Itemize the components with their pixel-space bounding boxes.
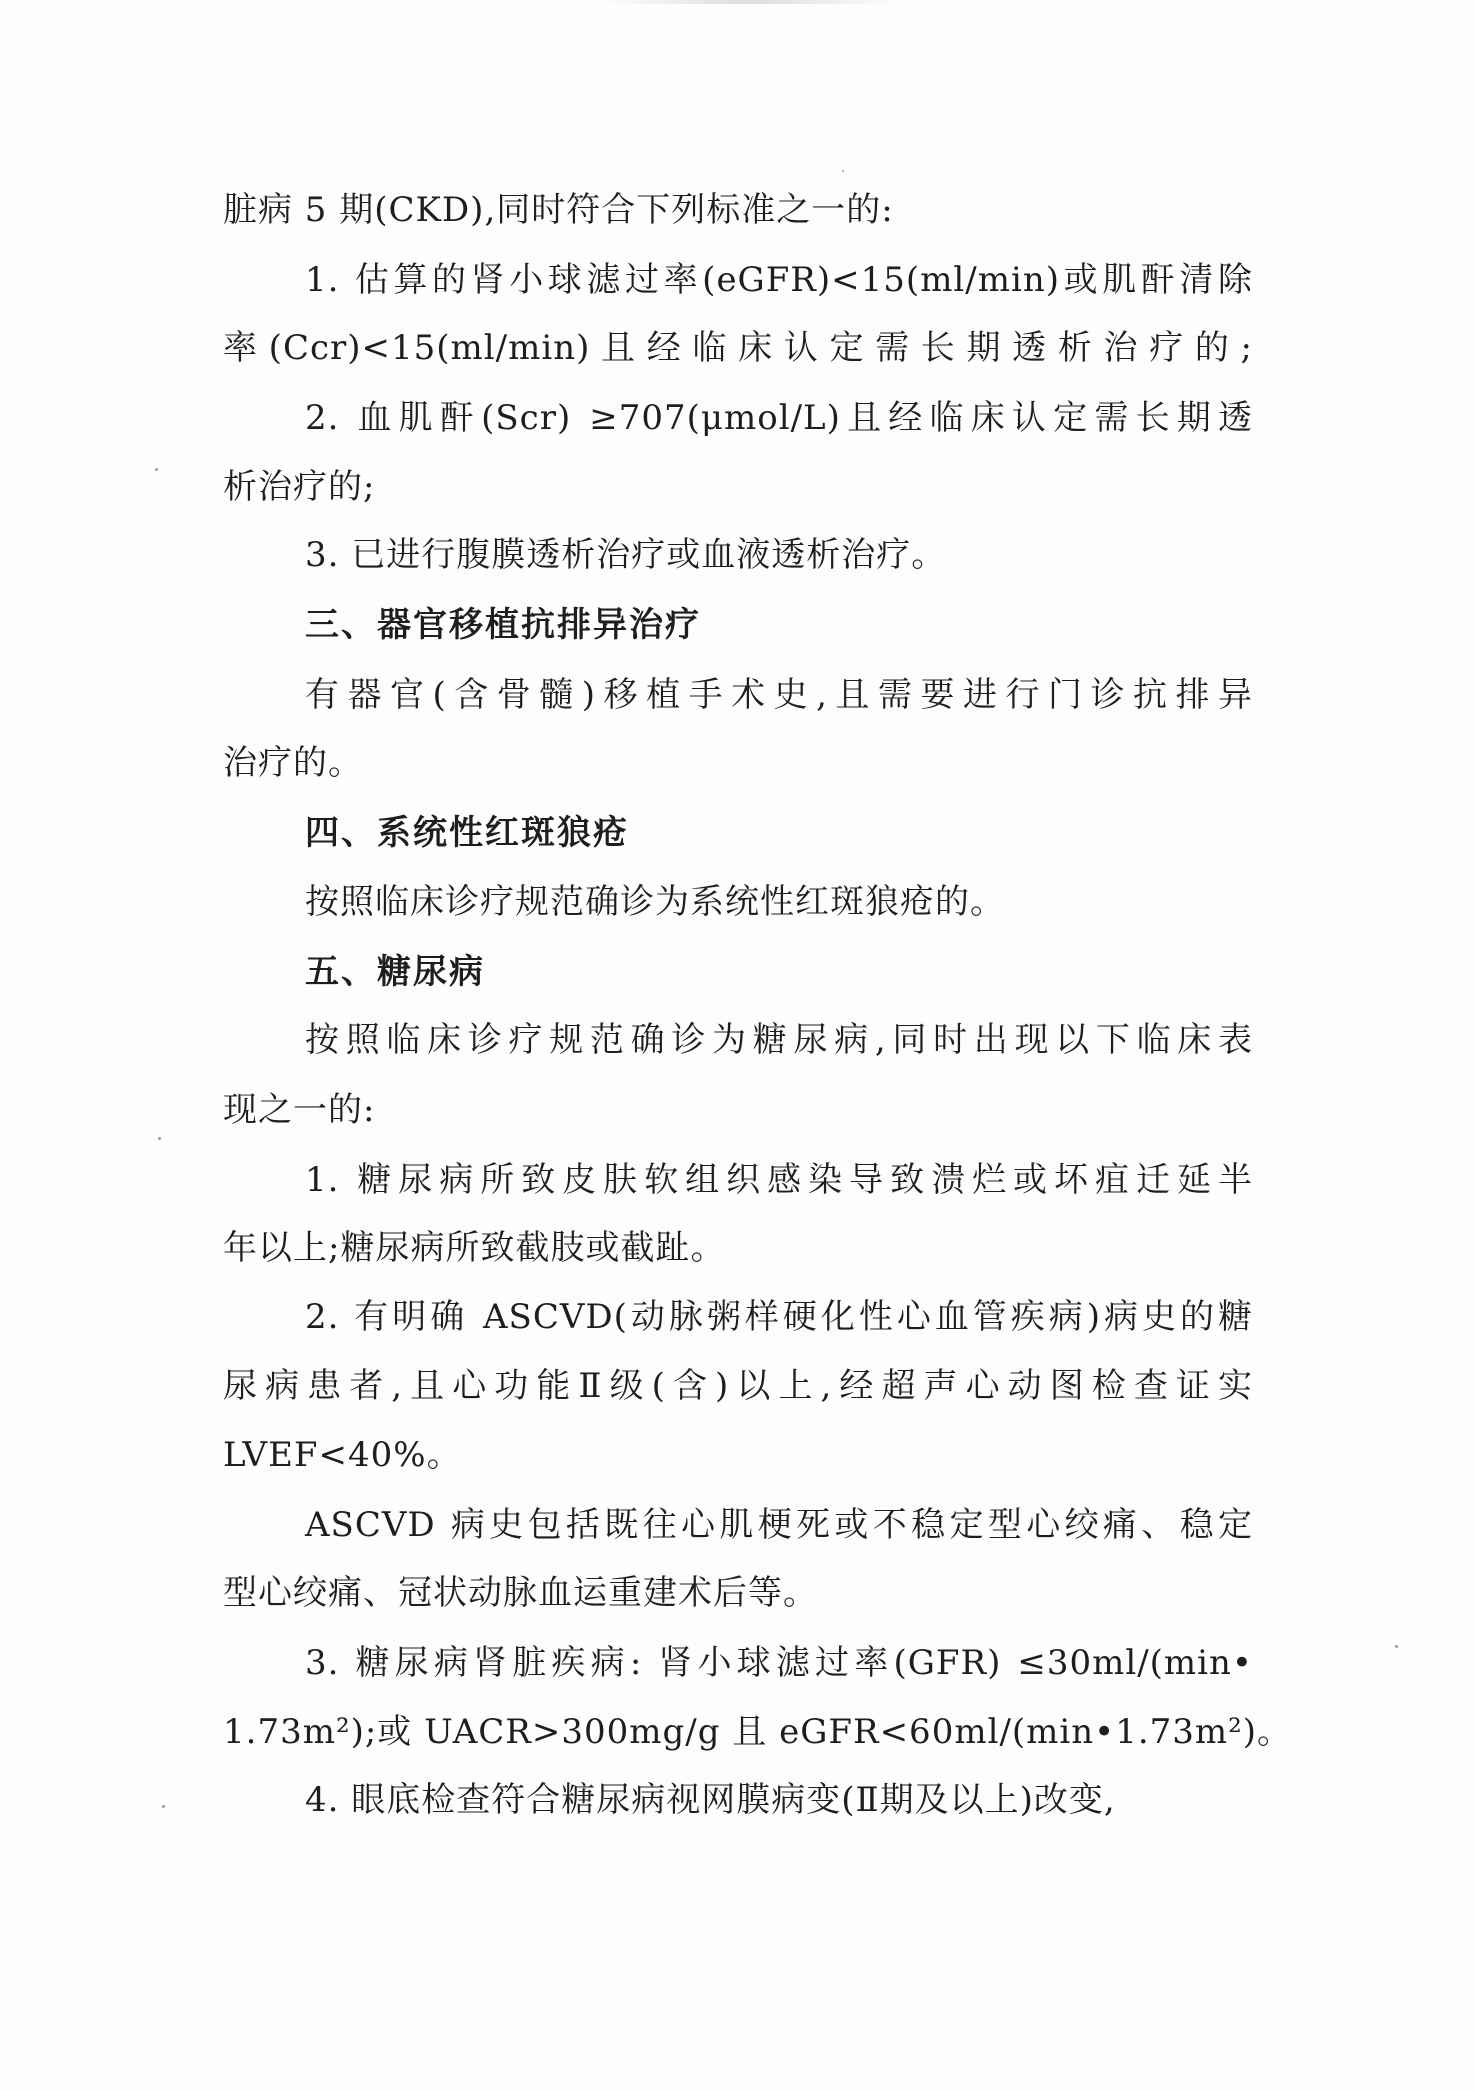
text-line: 治疗的。 (223, 743, 363, 783)
text-line: 按照临床诊疗规范确诊为系统性红斑狼疮的。 (305, 882, 1005, 922)
text-line: 现之一的: (223, 1090, 376, 1130)
text-line: 型心绞痛、冠状动脉血运重建术后等。 (223, 1573, 818, 1613)
scan-edge (600, 0, 900, 4)
text-line: 尿病患者,且心功能Ⅱ级(含)以上,经超声心动图检查证实 (223, 1366, 1253, 1406)
text-line: 3. 糖尿病肾脏疾病: 肾小球滤过率(GFR) ≤30ml/(min• (305, 1643, 1253, 1683)
section-heading: 五、糖尿病 (305, 952, 485, 992)
text-line: 脏病 5 期(CKD),同时符合下列标准之一的: (223, 190, 894, 230)
section-heading: 三、器官移植抗排异治疗 (305, 605, 701, 645)
scan-speck (158, 1137, 161, 1140)
scan-speck (1395, 1645, 1398, 1648)
text-line: 按照临床诊疗规范确诊为糖尿病,同时出现以下临床表 (305, 1020, 1253, 1060)
text-line: 1. 糖尿病所致皮肤软组织感染导致溃烂或坏疽迁延半 (305, 1160, 1253, 1200)
text-line: 有器官(含骨髓)移植手术史,且需要进行门诊抗排异 (305, 675, 1253, 715)
text-line: 率(Ccr)<15(ml/min)且经临床认定需长期透析治疗的; (223, 328, 1253, 368)
text-line: 2. 血肌酐(Scr) ≥707(μmol/L)且经临床认定需长期透 (305, 398, 1253, 438)
scan-speck (155, 468, 158, 471)
text-line: 2. 有明确 ASCVD(动脉粥样硬化性心血管疾病)病史的糖 (305, 1297, 1253, 1337)
section-heading: 四、系统性红斑狼疮 (305, 813, 629, 853)
text-line: 1. 估算的肾小球滤过率(eGFR)<15(ml/min)或肌酐清除 (305, 260, 1253, 300)
text-line: 析治疗的; (223, 467, 376, 507)
scan-speck (842, 170, 844, 172)
text-line: 1.73m²);或 UACR>300mg/g 且 eGFR<60ml/(min•1.73m²)。 (223, 1712, 1293, 1752)
text-line: ASCVD 病史包括既往心肌梗死或不稳定型心绞痛、稳定 (305, 1505, 1253, 1545)
text-line: LVEF<40%。 (223, 1435, 462, 1475)
text-line: 年以上;糖尿病所致截肢或截趾。 (223, 1228, 726, 1268)
text-line: 4. 眼底检查符合糖尿病视网膜病变(Ⅱ期及以上)改变, (305, 1780, 1116, 1820)
text-line: 3. 已进行腹膜透析治疗或血液透析治疗。 (305, 535, 947, 575)
scan-speck (162, 1805, 165, 1808)
